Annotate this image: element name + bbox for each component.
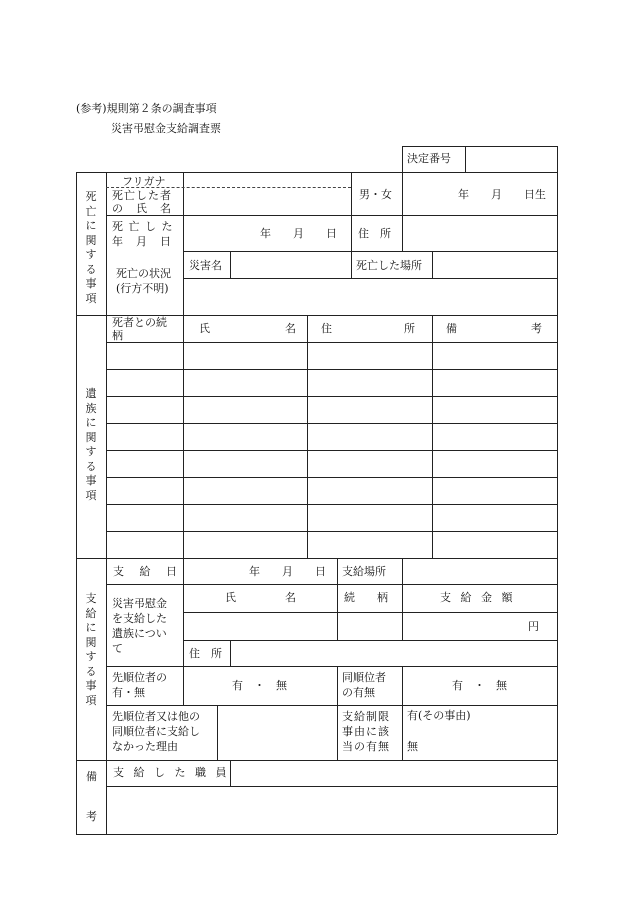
disaster-name-field[interactable] [231,252,350,277]
payment-section-label: 支給に関する事項 [85,592,97,707]
same-rank-label-l1: 同順位者 [342,671,386,684]
payment-amount-yen: 円 [528,620,539,633]
recipient-name-header-a: 氏 [225,591,236,604]
furigana-label: フリガナ [122,175,166,188]
form-title: 災害弔慰金支給調査票 [111,122,221,135]
sex-option[interactable]: 男・女 [359,188,392,201]
same-rank-label [342,670,386,700]
paying-staff-field[interactable] [231,761,556,785]
restriction-label-l2: 事由に該 [342,725,390,738]
address-header-a: 住 [321,322,332,335]
deceased-name-label-l1: 死亡した者 [112,189,172,202]
bereaved-section-label: 遺族に関する事項 [85,387,97,502]
payment-place-label: 支給場所 [342,565,386,578]
restriction-label [342,709,390,754]
payment-place-field[interactable] [403,559,556,583]
non-payment-reason-field[interactable] [218,706,336,759]
relationship-header-l2: 柄 [112,329,123,342]
non-payment-reason-l2: 同順位者に支給し [112,725,200,738]
name-header-b: 名 [285,322,296,335]
recipient-relation-field[interactable] [338,613,401,639]
deceased-address-label: 住 所 [358,227,391,240]
recipient-address-label: 住 所 [189,647,222,660]
recipient-relation-header: 続 柄 [344,591,388,604]
recipient-label [112,596,167,656]
payment-date-field[interactable]: 年 月 日 [249,565,326,578]
deceased-name-label-l2: の 氏 名 [112,202,172,215]
prior-heir-label-l1: 先順位者の [112,671,167,684]
death-status-label-l2: (行方不明) [116,282,169,295]
restriction-no[interactable]: 無 [407,740,418,753]
death-section-label: 死亡に関する事項 [85,190,97,305]
paying-staff-label: 支 給 し た 職 員 [113,766,230,779]
payment-date-label: 支 給 日 [113,565,183,578]
relationship-header [112,316,167,342]
deceased-address-field[interactable] [403,216,556,250]
deceased-name-label [112,189,172,215]
relationship-header-l1: 死者との続 [112,316,167,329]
death-date-label-l1: 死 亡 し た [112,220,174,233]
deceased-name-field[interactable] [184,188,350,214]
recipient-address-field[interactable] [231,641,556,665]
death-date-field[interactable]: 年 月 日 [260,227,337,240]
remarks-header-a: 備 [446,322,457,335]
furigana-field[interactable] [184,173,350,186]
remarks-header-b: 考 [531,322,542,335]
restriction-label-l3: 当の有無 [342,740,390,753]
remarks-label-b: 考 [86,810,97,823]
prior-heir-option[interactable]: 有 ・ 無 [232,679,287,692]
remarks-label-a: 備 [86,770,97,783]
death-date-label-l2: 年 月 日 [112,235,172,248]
recipient-label-l1: 災害弔慰金 [112,597,167,610]
death-place-field[interactable] [433,252,556,277]
restriction-yes-reason[interactable]: 有(その事由) [407,709,471,722]
form-reference: (参考)規則第２条の調査事項 [76,102,217,115]
death-place-label: 死亡した場所 [356,259,422,272]
restriction-label-l1: 支給制限 [342,710,390,723]
recipient-label-l4: て [112,642,123,655]
non-payment-reason-label [112,709,200,754]
prior-heir-label [112,670,167,700]
non-payment-reason-l3: なかった理由 [112,740,178,753]
recipient-name-field[interactable] [184,613,336,639]
death-status-field[interactable] [184,279,556,314]
name-header-a: 氏 [199,322,210,335]
same-rank-label-l2: の有無 [342,686,375,699]
decision-number-label: 決定番号 [407,152,451,165]
disaster-name-label: 災害名 [189,259,222,272]
death-date-label [112,219,174,249]
address-header-b: 所 [404,322,415,335]
remarks-field[interactable] [107,787,556,833]
birth-date-label: 年 月 日生 [458,188,546,201]
non-payment-reason-l1: 先順位者又は他の [112,710,200,723]
death-status-label [116,266,171,296]
recipient-name-header-b: 名 [285,591,296,604]
payment-amount-header: 支 給 金 額 [440,591,516,604]
recipient-label-l2: を支給した [112,612,167,625]
prior-heir-label-l2: 有・無 [112,686,145,699]
same-rank-option[interactable]: 有 ・ 無 [452,679,507,692]
recipient-label-l3: 遺族につい [112,627,167,640]
death-status-label-l1: 死亡の状況 [116,267,171,280]
decision-number-field[interactable] [466,147,556,172]
